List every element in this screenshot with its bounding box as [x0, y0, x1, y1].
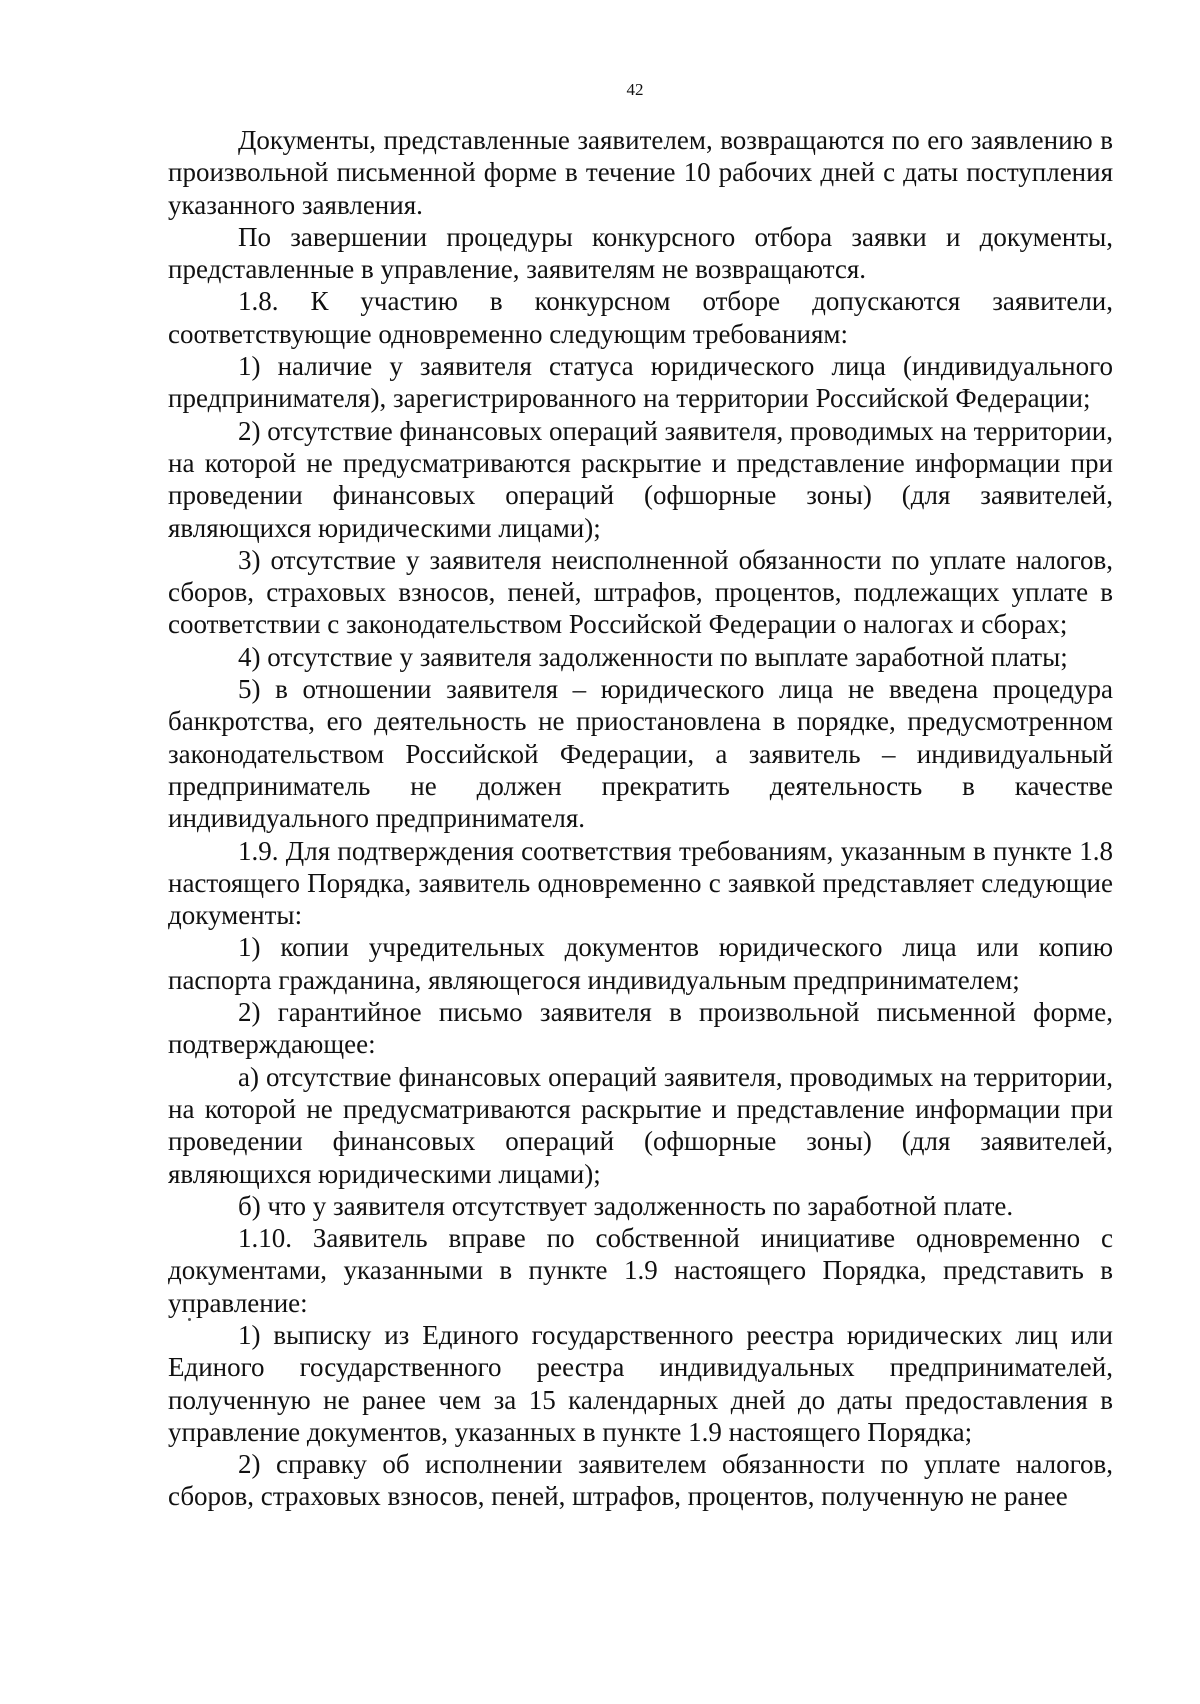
page-number: 42 [626, 80, 644, 99]
paragraph-1-8-item-2: 2) отсутствие финансовых операций заявителя, проводимых на территории, на которой не предусматриваются раскрытие и представление информации при проведении финансовых операций (офшорные зоны) (для заявителей, являющихся юридическими лицами); [168, 415, 1113, 543]
paragraph-documents-returned: Документы, представленные заявителем, возвращаются по его заявлению в произвольной письменной форме в течение 10 рабочих дней с даты поступления указанного заявления. [168, 125, 1113, 220]
paragraph-1-9-item-2a: а) отсутствие финансовых операций заявителя, проводимых на территории, на которой не предусматриваются раскрытие и представление информации при проведении финансовых операций (офшорные зоны) (для заявителей, являющихся юридическими лицами); [168, 1061, 1113, 1189]
paragraph-1-9-item-2b: б) что у заявителя отсутствует задолженность по заработной плате. [238, 1190, 1014, 1221]
paragraph-1-9-item-2: 2) гарантийное письмо заявителя в произвольной письменной форме, подтверждающее: [168, 997, 1113, 1060]
paragraph-1-8-item-5: 5) в отношении заявителя – юридического лица не введена процедура банкротства, его деятельность не приостановлена в порядке, предусмотренном законодательством Российской Федерации, а заявитель – индивидуальный предприниматель не должен прекратить деятельность в качестве индивидуального предпринимателя. [168, 674, 1113, 834]
paragraph-1-8-item-1: 1) наличие у заявителя статуса юридического лица (индивидуального предпринимателя), зарегистрированного на территории Российской Федерации; [168, 351, 1113, 414]
paragraph-1-8-admission: 1.8. К участию в конкурсном отборе допускаются заявители, соответствующие одновременно следующим требованиям: [168, 286, 1113, 349]
paragraph-documents-not-returned: По завершении процедуры конкурсного отбора заявки и документы, представленные в управление, заявителям не возвращаются. [168, 221, 1113, 285]
paragraph-1-9-confirmation: 1.9. Для подтверждения соответствия требованиям, указанным в пункте 1.8 настоящего Порядка, заявитель одновременно с заявкой представляет следующие документы: [168, 835, 1113, 931]
paragraph-1-10-initiative: 1.10. Заявитель вправе по собственной инициативе одновременно с документами, указанными в пункте 1.9 настоящего Порядка, представить в управление: [168, 1223, 1113, 1318]
paragraph-1-8-item-3: 3) отсутствие у заявителя неисполненной обязанности по уплате налогов, сборов, страховых взносов, пеней, штрафов, процентов, подлежащих уплате в соответствии с законодательством Российской Федерации о налогах и сборах; [168, 544, 1113, 640]
document-body [168, 124, 1113, 1513]
paragraph-1-10-item-2: 2) справку об исполнении заявителем обязанности по уплате налогов, сборов, страховых взносов, пеней, штрафов, процентов, полученную не ранее [168, 1449, 1113, 1512]
paragraph-1-10-item-1: 1) выписку из Единого государственного реестра юридических лиц или Единого государственного реестра индивидуальных предпринимателей, полученную не ранее чем за 15 календарных дней до даты предоставления в управление документов, указанных в пункте 1.9 настоящего Порядка; [168, 1319, 1113, 1447]
paragraph-1-8-item-4: 4) отсутствие у заявителя задолженности по выплате заработной платы; [238, 641, 1068, 672]
scan-speck [188, 1318, 191, 1321]
paragraph-1-9-item-1: 1) копии учредительных документов юридического лица или копию паспорта гражданина, являющегося индивидуальным предпринимателем; [168, 932, 1113, 995]
